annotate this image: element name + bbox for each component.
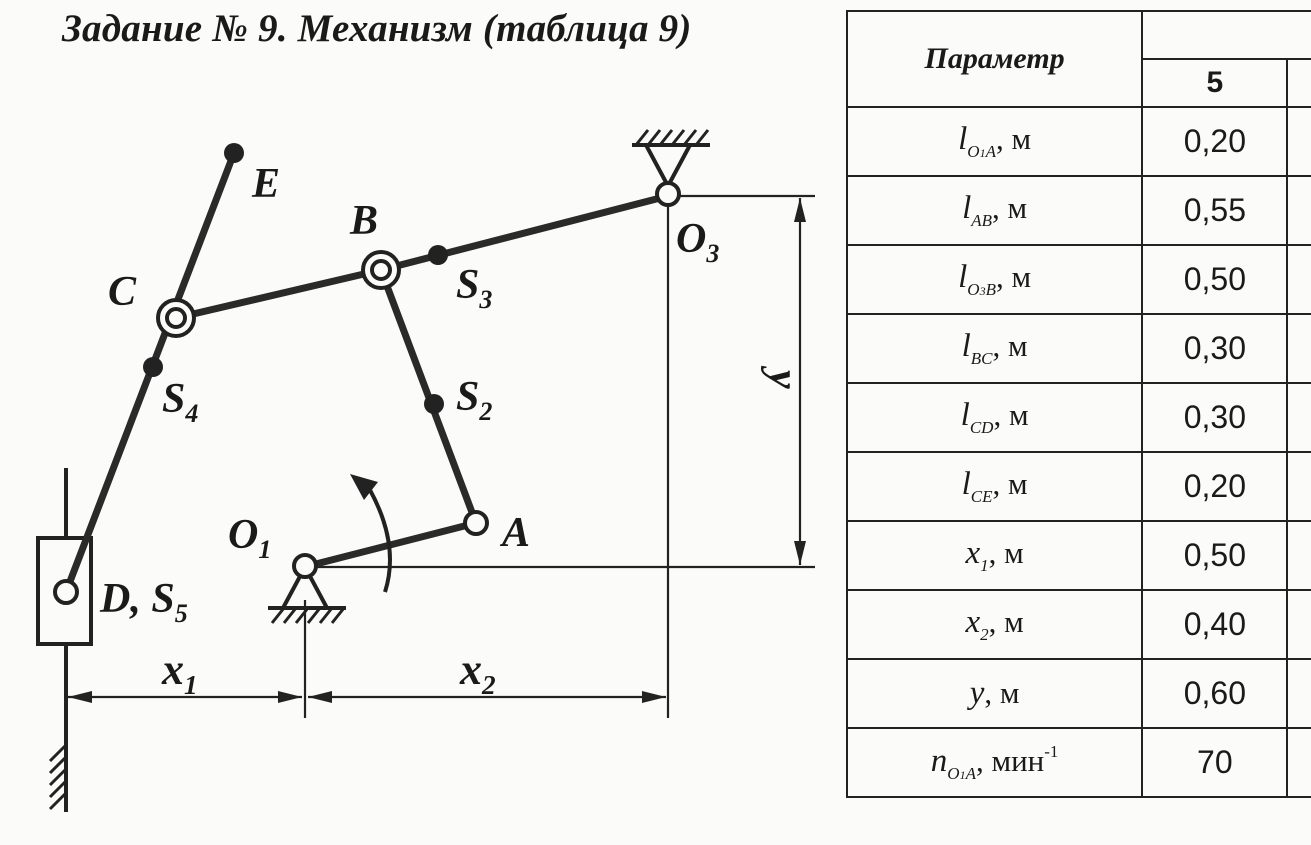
x1-arrow-left [68,691,92,703]
param-value-extra [1287,107,1311,176]
table-row [847,107,1311,176]
label-x1: $x_1$ [162,645,198,700]
joint-b-inner [372,261,390,279]
param-value: 0,20 [1142,452,1287,521]
header-variant-number: 5 [1142,59,1287,107]
param-name [847,245,1142,314]
param-value: 70 [1142,728,1287,797]
param-subscript: CE [970,487,993,506]
param-symbol: x [965,604,981,640]
link-o3b [381,196,668,270]
label-a: A [502,510,531,556]
param-unit: , м [993,397,1029,432]
param-unit: , м [992,328,1028,363]
table-row [847,590,1311,659]
param-name [847,383,1142,452]
table-row [847,659,1311,728]
param-subscript-end: B [985,280,996,299]
page-title: Задание № 9. Механизм (таблица 9) [62,7,692,50]
param-symbol: n [930,742,948,779]
parameters-table-wrap [846,10,1311,796]
header-variant-group [1142,11,1311,59]
param-name [847,590,1142,659]
param-value: 0,55 [1142,176,1287,245]
o3-support [632,145,710,186]
param-value-extra [1287,314,1311,383]
param-name [847,107,1142,176]
label-b: B [350,198,379,244]
param-unit: , м [995,259,1032,294]
point-e [224,143,244,163]
param-subscript-end: A [985,142,996,161]
param-unit: , м [988,535,1024,570]
label-o1: $O_1$ [228,512,272,564]
parameters-table [846,10,1311,798]
param-symbol: y [969,675,985,711]
parameters-rows [847,107,1311,797]
x2-arrow-right [642,691,666,703]
param-unit: , м [988,604,1024,639]
param-subscript-end: A [965,763,976,783]
param-value-extra [1287,245,1311,314]
param-symbol: l [958,259,968,295]
param-name [847,314,1142,383]
param-unit: , м [984,675,1020,710]
param-name [847,452,1142,521]
table-row [847,383,1311,452]
param-symbol: l [961,466,971,502]
param-value: 0,50 [1142,521,1287,590]
x1-arrow-right [278,691,302,703]
table-row [847,728,1311,797]
link-bc [176,270,381,318]
header-parameter: Параметр [847,11,1142,107]
label-s3: $S_3$ [456,262,493,314]
label-e: E [252,161,281,207]
param-value-extra [1287,521,1311,590]
table-row [847,314,1311,383]
param-unit: , мин [975,742,1045,778]
param-subscript: 2 [980,625,989,644]
label-s2: $S_2$ [456,374,493,426]
joint-o1 [294,555,316,577]
label-y: y [760,370,806,389]
label-s4: $S_4$ [162,376,199,428]
label-c: C [108,269,137,315]
table-row [847,521,1311,590]
table-row [847,452,1311,521]
param-subscript: 1 [980,556,989,575]
param-value-extra [1287,452,1311,521]
param-symbol: l [961,328,971,364]
param-value: 0,30 [1142,383,1287,452]
param-value: 0,40 [1142,590,1287,659]
table-row [847,245,1311,314]
joint-o3 [657,183,679,205]
label-d-s5: D, $S_5$ [100,576,188,628]
joint-c-inner [167,309,185,327]
param-subscript: CD [969,418,994,437]
point-s4 [143,357,163,377]
rotation-arrow-icon [370,490,390,592]
param-unit-exponent: -1 [1044,741,1059,761]
label-x2: $x_2$ [460,645,496,700]
param-value: 0,20 [1142,107,1287,176]
param-subscript: BC [970,349,993,368]
param-subscript: O [967,142,980,161]
joint-d [55,581,77,603]
point-s2 [424,394,444,414]
param-unit: , м [992,190,1028,225]
param-symbol: l [962,190,972,226]
x2-arrow-left [308,691,332,703]
param-value: 0,30 [1142,314,1287,383]
param-name [847,521,1142,590]
slider-ground-hatch [50,745,66,809]
y-arrow-bottom [794,541,806,565]
param-name [847,176,1142,245]
table-row [847,176,1311,245]
param-symbol: l [960,397,970,433]
joint-a [465,512,487,534]
param-unit: , м [995,121,1032,156]
point-s3 [428,245,448,265]
param-subscript-index: 3 [979,284,986,298]
param-value: 0,60 [1142,659,1287,728]
param-value: 0,50 [1142,245,1287,314]
param-name [847,728,1142,797]
label-o3: $O_3$ [676,216,720,268]
param-subscript: O [967,280,980,299]
y-arrow-top [794,198,806,222]
param-unit: , м [992,466,1028,501]
param-subscript-index: 1 [959,767,966,782]
o3-hatch [636,130,708,145]
param-subscript-index: 1 [979,146,986,160]
header-variant-extra [1287,59,1311,107]
param-value-extra [1287,176,1311,245]
param-symbol: l [958,121,968,157]
param-name [847,659,1142,728]
o1-hatch [272,608,344,623]
param-value-extra [1287,659,1311,728]
param-subscript: O [947,763,960,783]
param-value-extra [1287,590,1311,659]
param-value-extra [1287,383,1311,452]
param-subscript: AB [971,211,993,230]
param-symbol: x [965,535,981,571]
param-value-extra [1287,728,1311,797]
